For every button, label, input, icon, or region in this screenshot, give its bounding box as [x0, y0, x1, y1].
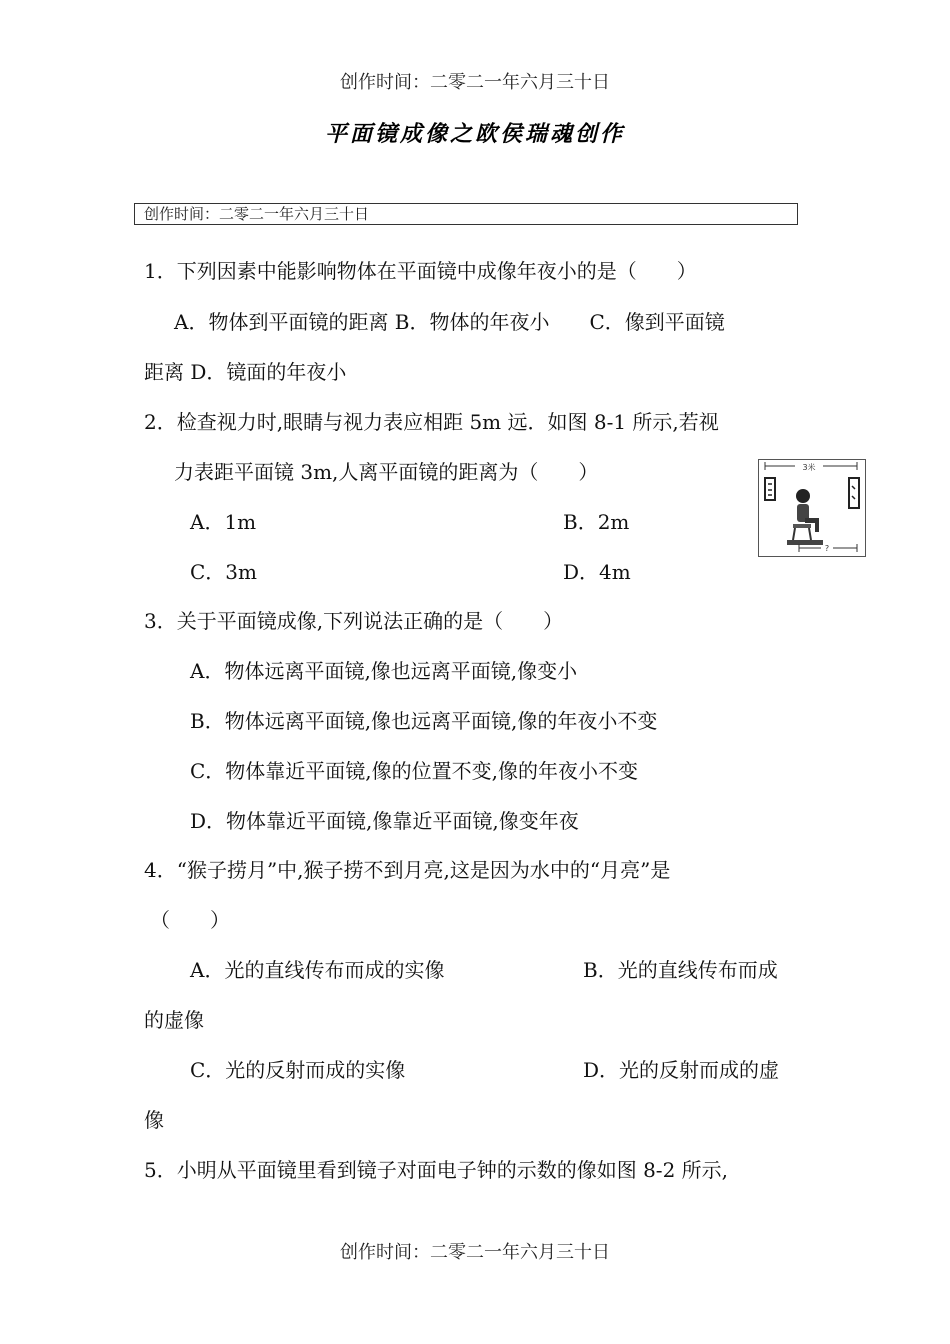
boxed-time-line	[134, 203, 798, 225]
figure-8-1	[758, 459, 866, 557]
q1-options-line1: A．物体到平面镜的距离 B．物体的年夜小 C．像到平面镜	[174, 310, 725, 334]
q3-stem: 3．关于平面镜成像,下列说法正确的是（ ）	[144, 609, 564, 633]
document-title: 平面镜成像之欧侯瑞魂创作	[324, 122, 625, 147]
q1-options-line2: 距离 D．镜面的年夜小	[144, 360, 347, 384]
figure-top-label: 3米	[802, 463, 816, 472]
q4-option-b-cont: 的虚像	[144, 1008, 204, 1032]
q2-option-d: D．4m	[563, 560, 631, 584]
q4-option-a: A．光的直线传布而成的实像	[190, 958, 445, 982]
q1-stem: 1．下列因素中能影响物体在平面镜中成像年夜小的是（ ）	[144, 259, 697, 283]
mirror-icon	[849, 478, 859, 508]
q3-option-d: D．物体靠近平面镜,像靠近平面镜,像变年夜	[190, 809, 579, 833]
q2-stem-line2: 力表距平面镜 3m,人离平面镜的距离为（ ）	[174, 460, 599, 484]
q3-option-c: C．物体靠近平面镜,像的位置不变,像的年夜小不变	[190, 759, 639, 783]
q2-option-a: A．1m	[190, 510, 257, 534]
q4-option-d-cont: 像	[144, 1108, 164, 1132]
q2-option-c: C．3m	[190, 560, 257, 584]
figure-8-1-drawing	[759, 460, 865, 556]
page-footer-time: 创作时间：二零二一年六月三十日	[340, 1242, 610, 1263]
eye-chart-icon	[765, 478, 775, 500]
page-header-time: 创作时间：二零二一年六月三十日	[340, 72, 610, 93]
q3-option-b: B．物体远离平面镜,像也远离平面镜,像的年夜小不变	[190, 709, 658, 733]
q4-option-c: C．光的反射而成的实像	[190, 1058, 406, 1082]
boxed-time-text: 创作时间：二零二一年六月三十日	[144, 205, 370, 223]
q4-option-d: D．光的反射而成的虚	[583, 1058, 780, 1082]
figure-bottom-label: ?	[824, 544, 830, 553]
q4-option-b: B．光的直线传布而成	[583, 958, 778, 982]
q4-stem-line2: （ ）	[150, 908, 230, 932]
q3-option-a: A．物体远离平面镜,像也远离平面镜,像变小	[190, 659, 578, 683]
seated-person-icon	[787, 489, 823, 545]
q4-stem-line1: 4．“猴子捞月”中,猴子捞不到月亮,这是因为水中的“月亮”是	[144, 858, 671, 882]
q2-option-b: B．2m	[563, 510, 630, 534]
q5-stem: 5．小明从平面镜里看到镜子对面电子钟的示数的像如图 8-2 所示,	[144, 1158, 729, 1182]
q2-stem-line1: 2．检查视力时,眼睛与视力表应相距 5m 远．如图 8-1 所示,若视	[144, 410, 719, 434]
